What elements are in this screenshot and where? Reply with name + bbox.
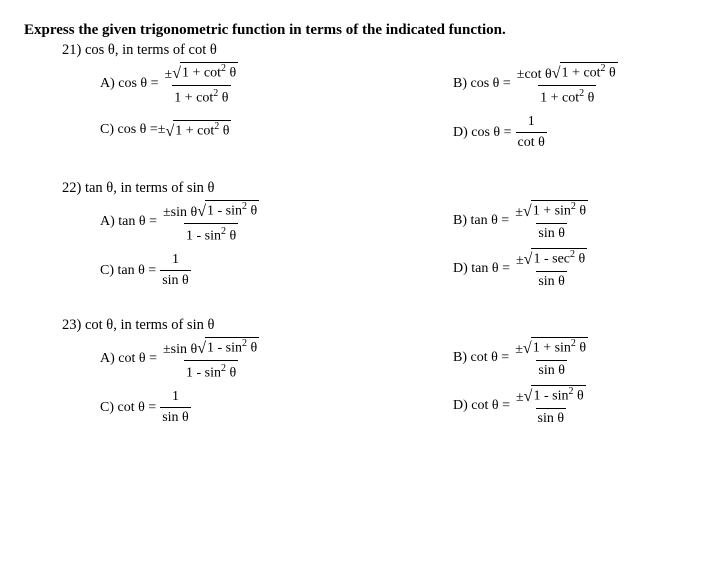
q23-d-prefix: ± [515,389,524,405]
q23-c-fraction [160,389,191,426]
question-22-prompt: 22) tan θ, in terms of sin θ [62,180,215,196]
q23-a-rad-text: 1 - sin [207,340,242,356]
q21-a-lhs: A) cos θ = [100,76,159,92]
q21-option-d[interactable] [453,114,547,151]
q21-b-fraction [515,62,620,106]
q23-c-lhs: C) cot θ = [100,399,157,415]
q22-c-denominator: sin θ [160,270,191,289]
question-21-prompt: 21) cos θ, in terms of cot θ [62,42,217,58]
q21-a-denominator: 1 + cot [174,90,214,106]
q23-option-b[interactable] [453,337,590,379]
q21-b-lhs: B) cos θ = [453,76,511,92]
q21-b-den-var: θ [584,90,595,106]
q23-b-fraction [513,337,590,379]
q22-a-lhs: A) tan θ = [100,214,157,230]
q23-b-prefix: ± [515,341,523,357]
q21-d-denominator: cot θ [516,132,547,151]
q22-d-rad-text: 1 - sec [533,251,570,267]
q22-d-exponent: 2 [570,249,575,260]
q21-b-rad-var: θ [605,65,616,81]
q22-a-den-var: θ [225,228,237,244]
q22-d-denominator: sin θ [536,271,567,290]
question-23-prompt: 23) cot θ, in terms of sin θ [62,317,215,333]
q23-b-denominator: sin θ [536,360,567,379]
q21-b-exponent: 2 [600,63,606,74]
q22-b-fraction [513,200,590,242]
q22-c-lhs: C) tan θ = [100,262,157,278]
q22-option-a[interactable] [100,200,261,244]
q21-c-exponent: 2 [214,121,220,132]
q22-c-numerator: 1 [171,252,179,267]
q22-d-prefix: ± [515,252,524,268]
q23-a-den-exponent: 2 [220,362,226,374]
q22-b-denominator: sin θ [536,223,567,242]
q22-d-radical: √ $1 - \sec^2 \theta$ [523,249,586,268]
q23-b-lhs: B) cot θ = [453,349,510,365]
q21-a-den-exponent: 2 [213,87,219,99]
q23-a-fraction [161,337,261,381]
q21-a-rad-var: θ [226,65,237,81]
q21-b-prefix: ±cot θ [516,66,552,82]
q23-a-rad-var: θ [247,340,258,356]
q21-option-a[interactable] [100,62,240,106]
q23-a-radical: √ $1 - \sin^2 \theta$ [197,338,258,357]
q21-c-rad-var: θ [219,123,230,139]
q22-b-rad-text: 1 + sin [532,203,571,219]
q23-option-d[interactable] [453,385,588,427]
q21-b-radical: √ $1 + \cot^2 \theta$ [551,63,616,82]
q22-a-exponent: 2 [242,201,247,212]
q21-b-denominator: 1 + cot [540,90,580,106]
q23-d-denominator: sin θ [536,408,567,427]
q23-option-a[interactable] [100,337,261,381]
q22-b-prefix: ± [515,204,523,220]
q21-a-den-var: θ [218,90,229,106]
q22-d-fraction [514,248,589,290]
q21-a-rad-text: 1 + cot [182,65,222,81]
q21-a-fraction [163,62,241,106]
q23-d-rad-var: θ [573,388,584,404]
q21-a-radical: √ $1 + \cot^2 \theta$ [172,63,237,82]
instruction-text: Express the given trigonometric function in terms of the indicated function. [24,22,506,38]
q22-b-rad-var: θ [575,203,587,219]
q23-d-rad-text: 1 - sin [533,388,569,404]
q23-d-exponent: 2 [568,386,574,397]
q22-option-d[interactable] [453,248,589,290]
q21-option-c[interactable] [100,120,231,140]
q23-a-denominator: 1 - sin [185,365,221,381]
q23-b-rad-text: 1 + sin [532,340,571,356]
q23-d-fraction [514,385,588,427]
q21-a-prefix: ± [164,66,173,82]
q21-c-prefix: ± [157,121,166,137]
q22-option-b[interactable] [453,200,590,242]
q21-b-rad-text: 1 + cot [561,65,601,81]
q22-a-fraction [161,200,261,244]
q21-d-lhs: D) cos θ = [453,124,512,140]
q21-c-radical: √ $1 + \cot^2 \theta$ [165,121,230,140]
q23-c-numerator: 1 [171,389,179,404]
q21-c-rad-text: 1 + cot [175,123,215,139]
q22-c-fraction [160,252,191,289]
q23-b-rad-var: θ [575,340,587,356]
q23-b-radical: √ $1 + \sin^2 \theta$ [522,338,587,357]
q22-a-denominator: 1 - sin [185,228,221,244]
q23-d-radical: √ $1 - \sin^2 \theta$ [523,386,584,405]
q22-a-rad-var: θ [247,203,258,219]
q21-c-lhs: C) cos θ = [100,121,158,137]
q21-d-fraction [516,114,547,151]
q22-a-den-exponent: 2 [220,225,226,237]
q22-b-radical: √ $1 + \sin^2 \theta$ [522,201,587,220]
q22-a-rad-text: 1 - sin [207,203,242,219]
q22-a-prefix: ±sin θ [162,204,198,220]
q21-d-numerator: 1 [527,114,535,129]
q22-a-radical: √ $1 - \sin^2 \theta$ [197,201,258,220]
q23-a-exponent: 2 [242,338,247,349]
q22-b-lhs: B) tan θ = [453,212,510,228]
q21-a-exponent: 2 [221,63,227,74]
q22-d-lhs: D) tan θ = [453,260,510,276]
q22-d-rad-var: θ [575,251,586,267]
q23-a-lhs: A) cot θ = [100,351,157,367]
q23-b-exponent: 2 [570,338,576,349]
q23-d-lhs: D) cot θ = [453,397,510,413]
q22-b-exponent: 2 [570,201,576,212]
q23-a-prefix: ±sin θ [162,341,198,357]
q22-option-c[interactable] [100,252,191,289]
q21-option-b[interactable] [453,62,620,106]
q23-option-c[interactable] [100,389,191,426]
q21-b-den-exponent: 2 [579,87,585,99]
q23-a-den-var: θ [225,365,237,381]
q23-c-denominator: sin θ [160,407,191,426]
